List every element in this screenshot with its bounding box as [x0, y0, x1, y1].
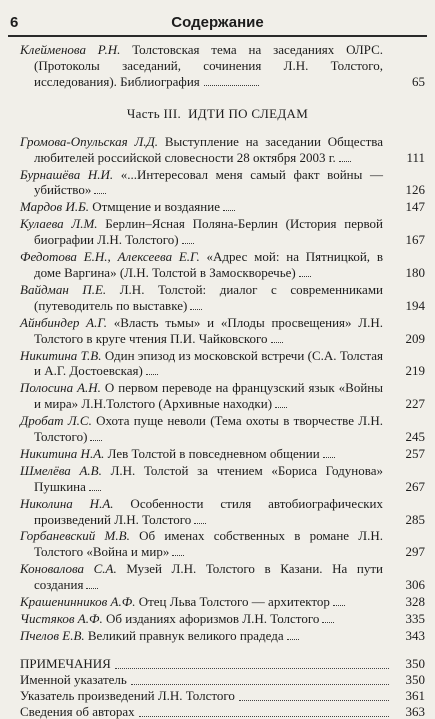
entry-author: Шмелёва А.В.	[20, 462, 102, 478]
toc-entries	[0, 134, 435, 644]
toc-entry[interactable]	[0, 167, 435, 199]
toc-entry[interactable]	[0, 282, 435, 314]
entry-author: Горбаневский М.В.	[20, 528, 130, 544]
entry-author: Федотова Е.Н., Алексеева Е.Г.	[20, 249, 200, 265]
entry-author: Чистяков А.Ф.	[20, 611, 103, 626]
toc-entry-kleymenova[interactable]	[0, 42, 435, 90]
toc-entry[interactable]	[0, 249, 435, 281]
dot-leader	[131, 683, 389, 685]
entry-page-number: 209	[405, 330, 425, 346]
toc-content	[0, 38, 435, 719]
toc-entry[interactable]	[0, 594, 435, 610]
toc-entry[interactable]	[0, 380, 435, 412]
toc-entry[interactable]	[0, 199, 435, 215]
dot-leader	[323, 454, 335, 458]
entry-title: «Власть тьмы» и «Плоды просвещения» Л.Н. Толстого в круге чтения П.И. Чайковского	[34, 314, 383, 346]
entry-author: Бурнашёва Н.И.	[20, 166, 114, 182]
entry-page-number: 245	[405, 429, 425, 445]
entry-title: Берлин–Ясная Поляна-Берлин (История первой биографии Л.Н. Толстого)	[34, 216, 384, 248]
entry-author: Никитина Т.В.	[20, 347, 102, 363]
entry-author: Крашенинников А.Ф.	[20, 594, 136, 610]
toc-sections	[0, 656, 435, 719]
entry-title: Лев Толстой в повседневном общении	[104, 445, 320, 461]
entry-author: Полосина А.Н.	[20, 380, 101, 396]
entry-title: Музей Л.Н. Толстого в Казани. На пути создания	[34, 561, 383, 593]
dot-leader	[90, 437, 102, 441]
toc-section-entry[interactable]	[0, 704, 435, 719]
entry-page-number: 306	[405, 577, 425, 593]
toc-entry[interactable]	[0, 446, 435, 462]
entry-title: Один эпизод из московской встречи (С.А. Толстая и А.Г. Достоевская)	[34, 347, 383, 379]
entry-title: Об изданиях афоризмов Л.Н. Толстого	[102, 611, 320, 626]
entry-author: Коновалова С.А.	[20, 561, 117, 577]
entry-author: Клейменова Р.Н.	[20, 42, 121, 57]
entry-title: Отмщение и воздаяние	[89, 199, 220, 215]
entry-title: Охота пуще неволи (Тема охоты в творчестве Л.Н. Толстого)	[34, 413, 383, 445]
entry-page-number: 328	[405, 594, 425, 610]
entry-page-number: 65	[412, 73, 425, 89]
part-label: Часть III.	[126, 105, 181, 121]
entry-author: Айнбиндер А.Г.	[20, 314, 107, 330]
entry-page-number: 227	[405, 396, 425, 412]
entry-page-number: 257	[405, 445, 425, 461]
section-label: Указатель произведений Л.Н. Толстого	[20, 687, 235, 703]
toc-entry[interactable]	[0, 348, 435, 380]
entry-title: Л.Н. Толстой за чтением «Бориса Годунова» Пушкина	[34, 462, 383, 494]
section-page-number: 361	[405, 687, 425, 703]
entry-title: Толстовская тема на заседаниях ОЛРС. (Протоколы заседаний, сочинения Л.Н. Толстого, исследования). Библиография	[34, 42, 383, 89]
toc-entry[interactable]	[0, 315, 435, 347]
entry-page-number: 180	[405, 264, 425, 280]
section-page-number: 350	[405, 655, 425, 671]
dot-leader	[333, 602, 345, 606]
dot-leader	[204, 82, 259, 86]
dot-leader	[339, 158, 351, 162]
entry-title: Великий правнук великого прадеда	[84, 627, 284, 643]
toc-entry[interactable]	[0, 561, 435, 593]
entry-author: Кулаева Л.М.	[20, 216, 98, 232]
entry-title: Л.Н. Толстой: диалог с современниками (путеводитель по выставке)	[34, 281, 384, 313]
toc-entry[interactable]	[0, 216, 435, 248]
dot-leader	[146, 371, 158, 375]
entry-author: Пчелов Е.В.	[20, 627, 85, 643]
header-rule	[8, 35, 427, 37]
page-number: 6	[10, 14, 19, 31]
entry-title: «...Интересовал меня самый факт войны — убийство»	[34, 166, 383, 198]
section-page-number: 350	[405, 671, 425, 687]
dot-leader	[239, 699, 389, 701]
entry-title: «Адрес мой: на Пятницкой, в доме Варгина» (Л.Н. Толстой в Замоскворечье)	[34, 249, 383, 280]
entry-page-number: 343	[405, 627, 425, 643]
dot-leader	[223, 207, 235, 211]
entry-page-number: 167	[405, 232, 425, 248]
dot-leader	[86, 585, 98, 589]
entry-page-number: 219	[405, 363, 425, 379]
section-label: ПРИМЕЧАНИЯ	[20, 655, 111, 671]
dot-leader	[322, 619, 334, 623]
dot-leader	[299, 273, 311, 277]
toc-entry[interactable]	[0, 134, 435, 166]
entry-page-number: 285	[405, 511, 425, 527]
toc-entry[interactable]	[0, 496, 435, 528]
dot-leader	[287, 636, 299, 640]
entry-author: Дробат Л.С.	[20, 413, 92, 429]
toc-entry[interactable]	[0, 463, 435, 495]
entry-author: Мардов И.Б.	[20, 199, 89, 215]
toc-section-entry[interactable]	[0, 688, 435, 704]
toc-entry[interactable]	[0, 611, 435, 627]
dot-leader	[94, 190, 106, 194]
dot-leader	[271, 339, 283, 343]
toc-section-entry[interactable]	[0, 672, 435, 688]
part-title: ИДТИ ПО СЛЕДАМ	[188, 105, 309, 121]
entry-page-number: 147	[405, 199, 425, 215]
entry-title: Особенности стиля автобиографических произведений Л.Н. Толстого	[34, 495, 383, 527]
entry-page-number: 267	[405, 478, 425, 494]
dot-leader	[190, 306, 202, 310]
entry-title: О первом переводе на французский язык «Войны и мира» Л.Н.Толстого (Архивные находки)	[34, 380, 383, 412]
entry-author: Николина Н.А.	[20, 495, 114, 511]
dot-leader	[275, 404, 287, 408]
toc-section-entry[interactable]	[0, 656, 435, 672]
entry-page-number: 297	[405, 544, 425, 560]
entry-author: Громова-Опульская Л.Д.	[20, 133, 159, 149]
entry-page-number: 194	[405, 297, 425, 313]
section-label: Сведения об авторах	[20, 703, 135, 719]
entry-title: Выступление на заседании Общества любителей российской словесности 28 октября 2003 г.	[34, 133, 383, 165]
entry-author: Вайдман П.Е.	[20, 281, 107, 297]
section-page-number: 363	[405, 703, 425, 719]
toc-entry[interactable]	[0, 528, 435, 560]
entry-page-number: 335	[405, 611, 425, 626]
entry-page-number: 111	[406, 149, 425, 165]
dot-leader	[194, 520, 206, 524]
part-heading	[0, 106, 435, 122]
section-label: Именной указатель	[20, 671, 127, 687]
dot-leader	[139, 715, 389, 717]
running-title: Содержание	[171, 14, 264, 31]
entry-author: Никитина Н.А.	[20, 445, 105, 461]
entry-title: Об именах собственных в романе Л.Н. Толстого «Война и мир»	[34, 528, 384, 560]
dot-leader	[89, 487, 101, 491]
toc-entry[interactable]	[0, 628, 435, 644]
entry-page-number: 126	[405, 182, 425, 198]
dot-leader	[172, 552, 184, 556]
dot-leader	[182, 240, 194, 244]
entry-title: Отец Льва Толстого — архитектор	[135, 594, 330, 610]
toc-entry[interactable]	[0, 413, 435, 445]
page-header	[0, 0, 435, 38]
